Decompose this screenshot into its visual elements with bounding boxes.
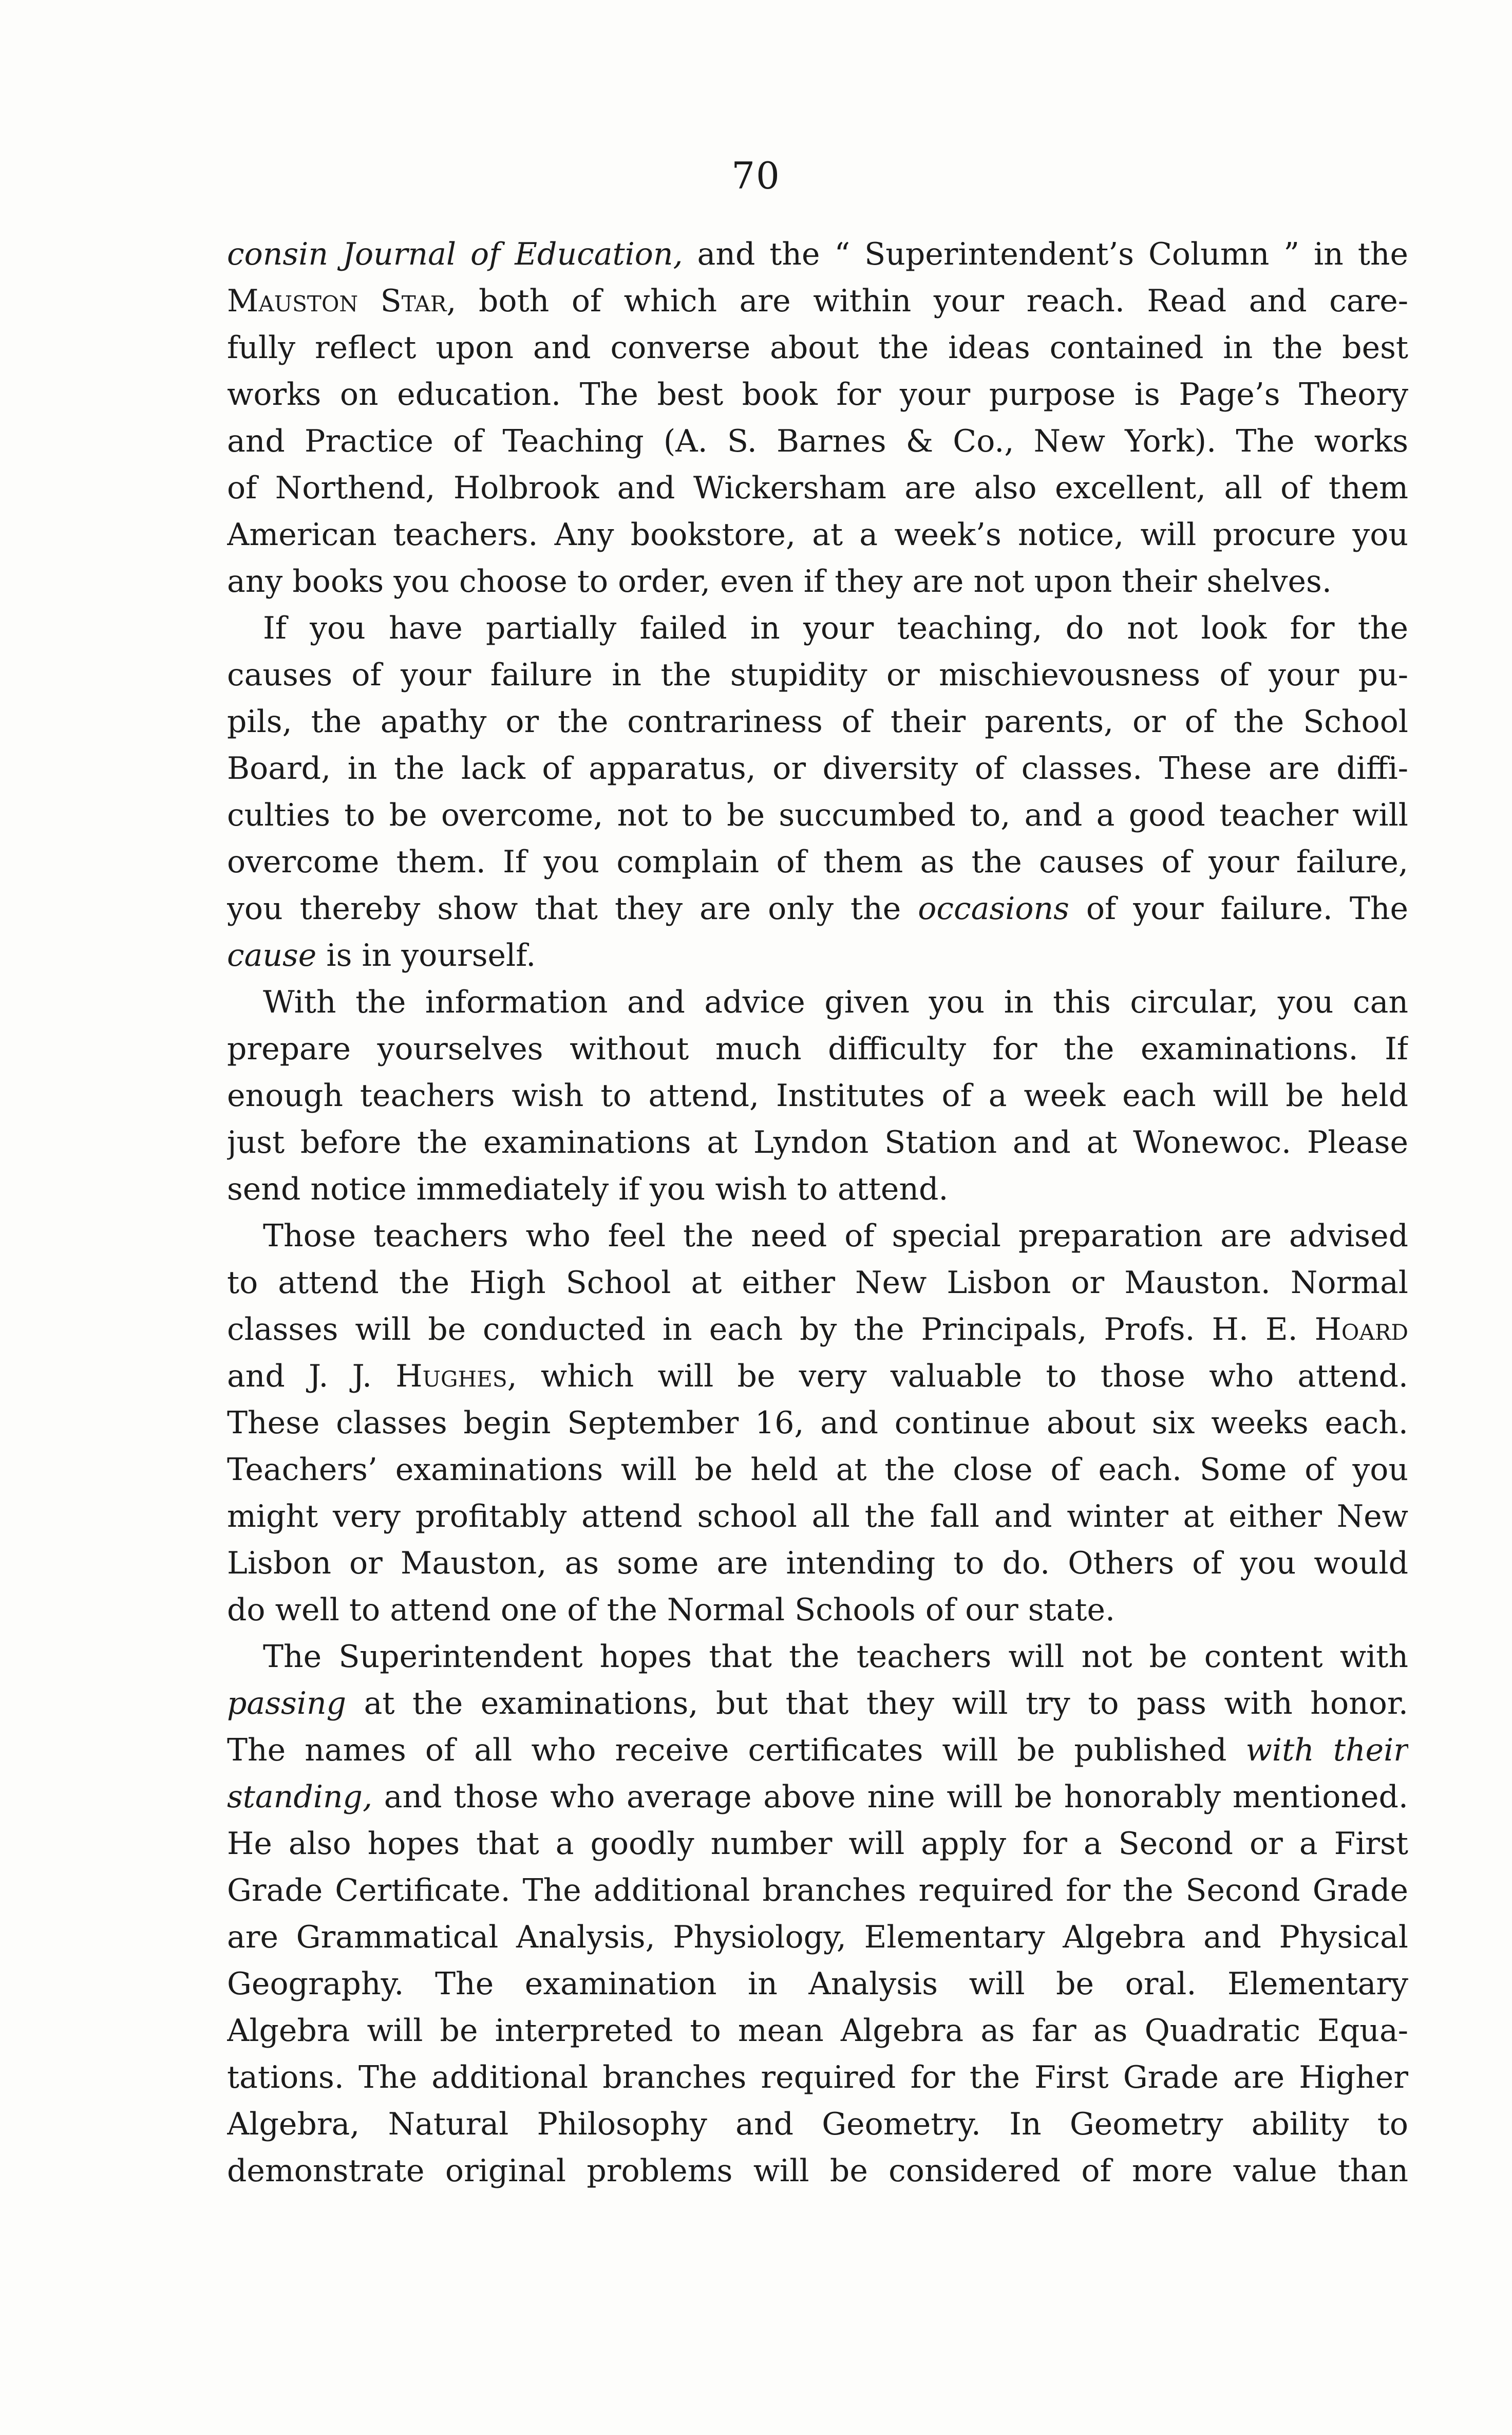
text-line [227,605,1408,652]
text-line [227,1306,1408,1353]
text-line [227,325,1408,371]
text-line [227,418,1408,465]
text-line [227,465,1408,512]
text-line [227,1961,1408,2008]
small-caps-text: Hughes, [395,1358,517,1394]
text-segment: enough teachers wish to attend, Institutes of a week each will be held [227,1078,1408,1114]
paragraph [227,605,1408,979]
text-line [227,1353,1408,1400]
text-segment: With the information and advice given you in this circular, you can [263,984,1408,1020]
text-line [227,512,1408,558]
body-text [227,231,1408,2195]
text-segment: do well to attend one of the Normal Schools of our state. [227,1592,1116,1628]
text-segment: culties to be overcome, not to be succumbed to, and a good teacher will [227,797,1408,833]
text-line [227,1119,1408,1166]
text-segment: Algebra will be interpreted to mean Algebra as far as Quadratic Equa- [227,2013,1408,2049]
text-line [227,1213,1408,1260]
text-segment: overcome them. If you complain of them as the causes of your failure, [227,844,1408,880]
text-line [227,1073,1408,1119]
text-line [227,2148,1408,2195]
text-line [227,2054,1408,2101]
text-segment: tations. The additional branches required for the First Grade are Higher [227,2059,1408,2095]
text-line [227,1867,1408,1914]
text-line [227,1914,1408,1961]
text-segment: prepare yourselves without much difficulty for the examinations. If [227,1031,1408,1067]
text-line [227,652,1408,699]
text-segment: you thereby show that they are only the [227,891,918,927]
small-caps-text: Hoard [1314,1312,1408,1347]
text-line [227,979,1408,1026]
text-segment: might very profitably attend school all the fall and winter at either New [227,1499,1408,1534]
text-segment: works on education. The best book for your purpose is Page’s Theory [227,377,1408,413]
text-segment: send notice immediately if you wish to attend. [227,1171,949,1207]
paragraph [227,1213,1408,1634]
text-segment: both of which are within your reach. Read and care- [456,283,1408,319]
text-line [227,1540,1408,1587]
italic-text: standing, [227,1779,373,1815]
text-segment: at the examinations, but that they will try to pass with honor. [346,1685,1408,1721]
text-line [227,1447,1408,1493]
text-segment: Those teachers who feel the need of special preparation are advised [263,1218,1408,1254]
text-line [227,1680,1408,1727]
paragraph [227,1634,1408,2195]
text-segment: Board, in the lack of apparatus, or diversity of classes. These are diffi- [227,751,1408,786]
text-line [227,1260,1408,1306]
text-line [227,932,1408,979]
text-segment: and Practice of Teaching (A. S. Barnes & Co., New York). The works [227,423,1408,459]
text-line [227,1026,1408,1073]
text-line [227,2008,1408,2054]
text-segment: and those who average above nine will be honorably mentioned. [372,1779,1408,1815]
text-segment: Teachers’ examinations will be held at the close of each. Some of you [227,1452,1408,1488]
text-segment: are Grammatical Analysis, Physiology, Elementary Algebra and Physical [227,1919,1408,1955]
text-line [227,231,1408,278]
text-line [227,792,1408,839]
text-segment: The Superintendent hopes that the teachers will not be content with [263,1639,1408,1675]
text-segment: These classes begin September 16, and continue about six weeks each. [227,1405,1408,1441]
text-segment: Lisbon or Mauston, as some are intending to do. Others of you would [227,1545,1408,1581]
text-line [227,278,1408,325]
text-segment: Grade Certificate. The additional branches required for the Second Grade [227,1872,1408,1908]
text-segment: Algebra, Natural Philosophy and Geometry. In Geometry ability to [227,2106,1408,2142]
italic-text: cause [227,938,317,973]
text-segment: pils, the apathy or the contrariness of their parents, or of the School [227,704,1408,740]
text-segment: is in yourself. [316,938,536,973]
italic-text: consin Journal of Education, [227,236,683,272]
text-line [227,1727,1408,1774]
text-segment: of your failure. The [1069,891,1408,927]
page-number: 70 [731,154,781,197]
text-segment: fully reflect upon and converse about the ideas contained in the best [227,330,1408,366]
text-segment: The names of all who receive certificates will be published [227,1732,1246,1768]
small-caps-text: Mauston Star, [227,283,457,319]
text-line [227,1774,1408,1821]
text-line [227,1587,1408,1634]
paragraph [227,979,1408,1213]
text-segment: classes will be conducted in each by the Principals, Profs. H. E. [227,1312,1315,1347]
text-segment: of Northend, Holbrook and Wickersham are also excellent, all of them [227,470,1408,506]
text-line [227,839,1408,886]
text-line [227,699,1408,745]
text-segment: just before the examinations at Lyndon Station and at Wonewoc. Please [227,1125,1408,1160]
paragraph [227,231,1408,605]
italic-text: occasions [918,891,1069,927]
text-segment: and J. J. [227,1358,396,1394]
italic-text: with their [1245,1732,1408,1768]
text-segment: and the “ Superintendent’s Column ” in the [683,236,1408,272]
text-line [227,1166,1408,1213]
text-line [227,1400,1408,1447]
text-segment: which will be very valuable to those who attend. [517,1358,1408,1394]
text-segment: American teachers. Any bookstore, at a week’s notice, will procure you [227,517,1408,553]
text-line [227,886,1408,932]
text-segment: He also hopes that a goodly number will apply for a Second or a First [227,1826,1408,1862]
text-line [227,371,1408,418]
text-line [227,2101,1408,2148]
text-line [227,1634,1408,1680]
text-segment: any books you choose to order, even if they are not upon their shelves. [227,564,1332,600]
text-line [227,1493,1408,1540]
text-line [227,558,1408,605]
text-segment: Geography. The examination in Analysis will be oral. Elementary [227,1966,1408,2002]
text-line [227,1821,1408,1867]
text-segment: If you have partially failed in your teaching, do not look for the [263,610,1408,646]
text-segment: causes of your failure in the stupidity or mischievousness of your pu- [227,657,1408,693]
text-line [227,745,1408,792]
italic-text: passing [227,1685,347,1721]
text-segment: to attend the High School at either New Lisbon or Mauston. Normal [227,1265,1408,1301]
text-segment: demonstrate original problems will be considered of more value than [227,2153,1408,2189]
